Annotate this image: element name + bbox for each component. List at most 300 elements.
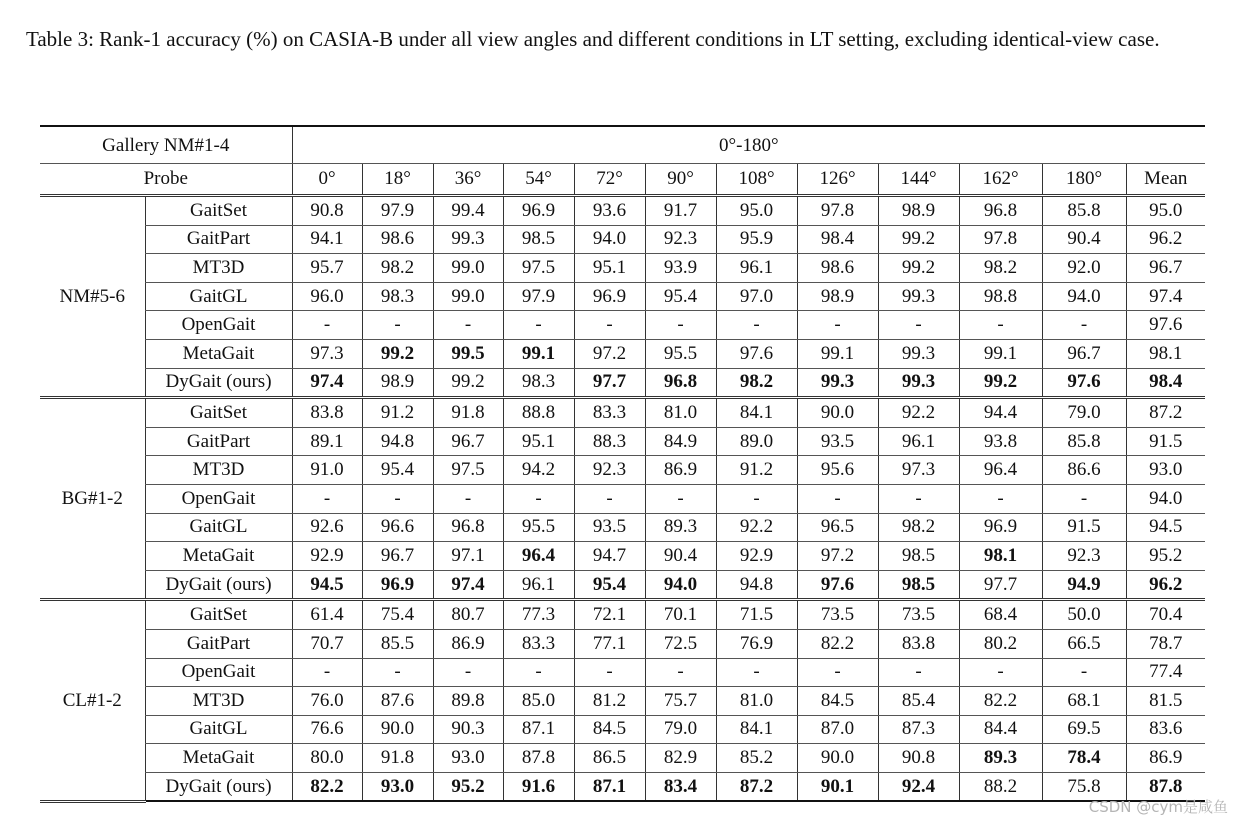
accuracy-cell: 97.5	[503, 254, 574, 283]
accuracy-cell: 97.2	[574, 339, 645, 368]
accuracy-cell: 68.1	[1042, 687, 1126, 716]
accuracy-cell: 92.9	[716, 542, 797, 571]
accuracy-cell: 80.0	[292, 744, 362, 773]
table-body	[40, 196, 1205, 802]
accuracy-cell: 90.0	[797, 744, 878, 773]
accuracy-cell: 90.1	[797, 772, 878, 801]
accuracy-cell: 77.3	[503, 600, 574, 630]
accuracy-cell: -	[645, 484, 716, 513]
accuracy-cell: 96.7	[1126, 254, 1205, 283]
accuracy-cell: 94.5	[1126, 513, 1205, 542]
accuracy-cell: 81.5	[1126, 687, 1205, 716]
method-name: OpenGait	[145, 484, 292, 513]
accuracy-cell: 96.7	[362, 542, 433, 571]
column-header: 54°	[503, 164, 574, 196]
column-header: 0°	[292, 164, 362, 196]
accuracy-cell: 84.1	[716, 398, 797, 428]
accuracy-cell: 94.8	[362, 427, 433, 456]
accuracy-cell: -	[503, 311, 574, 340]
accuracy-cell: -	[797, 658, 878, 687]
accuracy-cell: 98.4	[797, 225, 878, 254]
accuracy-cell: 89.3	[959, 744, 1042, 773]
accuracy-cell: 98.9	[362, 368, 433, 398]
accuracy-cell: 99.1	[797, 339, 878, 368]
accuracy-cell: 89.3	[645, 513, 716, 542]
accuracy-cell: 96.0	[292, 282, 362, 311]
table-row	[40, 282, 1205, 311]
accuracy-cell: 91.2	[362, 398, 433, 428]
accuracy-cell: 94.8	[716, 570, 797, 600]
accuracy-cell: 96.8	[433, 513, 503, 542]
table-row	[40, 629, 1205, 658]
accuracy-cell: 75.7	[645, 687, 716, 716]
accuracy-cell: 92.3	[645, 225, 716, 254]
accuracy-cell: 96.9	[959, 513, 1042, 542]
accuracy-cell: 96.1	[716, 254, 797, 283]
accuracy-cell: 97.4	[1126, 282, 1205, 311]
accuracy-cell: 92.3	[574, 456, 645, 485]
accuracy-cell: 91.5	[1126, 427, 1205, 456]
accuracy-cell: 98.2	[959, 254, 1042, 283]
accuracy-cell: 99.2	[433, 368, 503, 398]
table-row	[40, 427, 1205, 456]
accuracy-cell: 96.9	[362, 570, 433, 600]
accuracy-cell: 85.4	[878, 687, 959, 716]
accuracy-cell: -	[716, 484, 797, 513]
accuracy-cell: 98.1	[959, 542, 1042, 571]
accuracy-cell: 76.6	[292, 715, 362, 744]
method-name: OpenGait	[145, 658, 292, 687]
accuracy-cell: 85.0	[503, 687, 574, 716]
method-name: GaitPart	[145, 225, 292, 254]
accuracy-cell: 97.9	[503, 282, 574, 311]
accuracy-cell: 94.0	[574, 225, 645, 254]
accuracy-cell: 92.6	[292, 513, 362, 542]
accuracy-cell: 73.5	[797, 600, 878, 630]
table-row	[40, 398, 1205, 428]
accuracy-cell: 91.2	[716, 456, 797, 485]
accuracy-cell: 96.9	[503, 196, 574, 226]
accuracy-cell: -	[1042, 311, 1126, 340]
accuracy-cell: 97.4	[433, 570, 503, 600]
accuracy-cell: 87.2	[1126, 398, 1205, 428]
accuracy-cell: 99.0	[433, 282, 503, 311]
accuracy-cell: 96.4	[959, 456, 1042, 485]
accuracy-cell: 76.0	[292, 687, 362, 716]
table-row	[40, 513, 1205, 542]
accuracy-cell: 70.4	[1126, 600, 1205, 630]
accuracy-cell: 99.0	[433, 254, 503, 283]
accuracy-cell: 97.6	[797, 570, 878, 600]
method-name: GaitGL	[145, 282, 292, 311]
accuracy-cell: 50.0	[1042, 600, 1126, 630]
accuracy-cell: 96.1	[503, 570, 574, 600]
accuracy-cell: 97.7	[574, 368, 645, 398]
table-row	[40, 687, 1205, 716]
accuracy-cell: 97.9	[362, 196, 433, 226]
accuracy-cell: -	[797, 311, 878, 340]
accuracy-cell: 92.9	[292, 542, 362, 571]
accuracy-cell: 91.5	[1042, 513, 1126, 542]
accuracy-cell: 76.9	[716, 629, 797, 658]
accuracy-cell: 97.7	[959, 570, 1042, 600]
accuracy-cell: 99.2	[878, 225, 959, 254]
accuracy-cell: 78.7	[1126, 629, 1205, 658]
accuracy-cell: 75.8	[1042, 772, 1126, 801]
accuracy-cell: 81.0	[645, 398, 716, 428]
accuracy-cell: 66.5	[1042, 629, 1126, 658]
accuracy-cell: 71.5	[716, 600, 797, 630]
accuracy-cell: 61.4	[292, 600, 362, 630]
accuracy-cell: 72.5	[645, 629, 716, 658]
method-name: OpenGait	[145, 311, 292, 340]
accuracy-cell: 86.9	[645, 456, 716, 485]
accuracy-cell: 82.2	[292, 772, 362, 801]
header-row-probe	[40, 164, 1205, 196]
accuracy-cell: 95.9	[716, 225, 797, 254]
accuracy-cell: -	[1042, 484, 1126, 513]
table-row	[40, 772, 1205, 801]
method-name: MetaGait	[145, 339, 292, 368]
accuracy-cell: 98.2	[716, 368, 797, 398]
table-row	[40, 600, 1205, 630]
method-name: MT3D	[145, 687, 292, 716]
accuracy-cell: 97.5	[433, 456, 503, 485]
accuracy-cell: 84.4	[959, 715, 1042, 744]
condition-label: CL#1-2	[40, 600, 145, 802]
results-table	[40, 125, 1205, 803]
method-name: MetaGait	[145, 542, 292, 571]
accuracy-cell: -	[878, 658, 959, 687]
accuracy-cell: 87.1	[503, 715, 574, 744]
accuracy-cell: 98.5	[503, 225, 574, 254]
accuracy-cell: 95.4	[362, 456, 433, 485]
accuracy-cell: 87.0	[797, 715, 878, 744]
table-row	[40, 484, 1205, 513]
accuracy-cell: 99.3	[878, 282, 959, 311]
accuracy-cell: 84.5	[797, 687, 878, 716]
accuracy-cell: 70.7	[292, 629, 362, 658]
accuracy-cell: -	[433, 311, 503, 340]
accuracy-cell: 73.5	[878, 600, 959, 630]
accuracy-cell: 93.0	[362, 772, 433, 801]
accuracy-cell: 95.0	[1126, 196, 1205, 226]
column-header: 144°	[878, 164, 959, 196]
accuracy-cell: -	[292, 484, 362, 513]
accuracy-cell: 98.6	[797, 254, 878, 283]
accuracy-cell: 98.1	[1126, 339, 1205, 368]
accuracy-cell: 90.8	[292, 196, 362, 226]
accuracy-cell: 95.5	[645, 339, 716, 368]
table-row	[40, 225, 1205, 254]
accuracy-cell: 90.0	[362, 715, 433, 744]
accuracy-cell: 96.8	[959, 196, 1042, 226]
accuracy-cell: 82.9	[645, 744, 716, 773]
accuracy-cell: 96.1	[878, 427, 959, 456]
accuracy-cell: 99.2	[362, 339, 433, 368]
accuracy-cell: -	[433, 658, 503, 687]
accuracy-cell: 97.6	[1042, 368, 1126, 398]
table-row	[40, 339, 1205, 368]
accuracy-cell: 90.8	[878, 744, 959, 773]
method-name: GaitSet	[145, 600, 292, 630]
watermark: CSDN @cym是咸鱼	[1088, 798, 1228, 816]
accuracy-cell: 89.8	[433, 687, 503, 716]
accuracy-cell: 99.3	[797, 368, 878, 398]
accuracy-cell: 97.0	[716, 282, 797, 311]
accuracy-cell: 93.9	[645, 254, 716, 283]
accuracy-cell: 84.5	[574, 715, 645, 744]
accuracy-cell: 98.9	[878, 196, 959, 226]
accuracy-cell: -	[503, 658, 574, 687]
accuracy-cell: 79.0	[645, 715, 716, 744]
accuracy-cell: -	[1042, 658, 1126, 687]
accuracy-cell: 91.7	[645, 196, 716, 226]
table-row	[40, 715, 1205, 744]
accuracy-cell: 99.5	[433, 339, 503, 368]
accuracy-cell: 94.0	[645, 570, 716, 600]
accuracy-cell: 69.5	[1042, 715, 1126, 744]
accuracy-cell: 95.1	[503, 427, 574, 456]
accuracy-cell: 96.4	[503, 542, 574, 571]
accuracy-cell: 95.1	[574, 254, 645, 283]
accuracy-cell: 83.4	[645, 772, 716, 801]
accuracy-cell: 97.3	[878, 456, 959, 485]
accuracy-cell: 87.8	[503, 744, 574, 773]
column-header: 90°	[645, 164, 716, 196]
accuracy-cell: 97.1	[433, 542, 503, 571]
angle-range-header: 0°-180°	[292, 126, 1205, 164]
accuracy-cell: 98.8	[959, 282, 1042, 311]
accuracy-cell: 82.2	[797, 629, 878, 658]
accuracy-cell: 88.3	[574, 427, 645, 456]
accuracy-cell: 87.6	[362, 687, 433, 716]
accuracy-cell: 92.2	[878, 398, 959, 428]
accuracy-cell: 92.2	[716, 513, 797, 542]
accuracy-cell: 95.7	[292, 254, 362, 283]
column-header: 162°	[959, 164, 1042, 196]
accuracy-cell: 98.2	[362, 254, 433, 283]
accuracy-cell: -	[716, 311, 797, 340]
accuracy-cell: 96.2	[1126, 570, 1205, 600]
accuracy-cell: -	[878, 484, 959, 513]
accuracy-cell: -	[292, 658, 362, 687]
accuracy-cell: 72.1	[574, 600, 645, 630]
accuracy-cell: -	[362, 484, 433, 513]
accuracy-cell: 99.1	[959, 339, 1042, 368]
accuracy-cell: 98.9	[797, 282, 878, 311]
accuracy-cell: 80.2	[959, 629, 1042, 658]
accuracy-cell: 96.5	[797, 513, 878, 542]
accuracy-cell: 88.8	[503, 398, 574, 428]
accuracy-cell: 87.8	[1126, 772, 1205, 801]
table-row	[40, 254, 1205, 283]
accuracy-cell: -	[959, 484, 1042, 513]
accuracy-cell: 84.9	[645, 427, 716, 456]
accuracy-cell: 83.8	[292, 398, 362, 428]
accuracy-cell: 93.0	[433, 744, 503, 773]
accuracy-cell: 95.2	[1126, 542, 1205, 571]
accuracy-cell: 97.6	[716, 339, 797, 368]
accuracy-cell: 94.7	[574, 542, 645, 571]
table-row	[40, 456, 1205, 485]
accuracy-cell: 98.3	[503, 368, 574, 398]
column-header: Mean	[1126, 164, 1205, 196]
accuracy-cell: 85.5	[362, 629, 433, 658]
accuracy-cell: 92.4	[878, 772, 959, 801]
accuracy-cell: 96.8	[645, 368, 716, 398]
accuracy-cell: 98.5	[878, 570, 959, 600]
accuracy-cell: -	[362, 311, 433, 340]
accuracy-cell: 85.2	[716, 744, 797, 773]
accuracy-cell: 91.6	[503, 772, 574, 801]
header-row-gallery	[40, 126, 1205, 164]
accuracy-cell: 95.4	[645, 282, 716, 311]
accuracy-cell: 97.8	[959, 225, 1042, 254]
accuracy-cell: -	[433, 484, 503, 513]
accuracy-cell: 95.2	[433, 772, 503, 801]
table-row	[40, 368, 1205, 398]
accuracy-cell: 87.1	[574, 772, 645, 801]
accuracy-cell: 99.3	[878, 339, 959, 368]
accuracy-cell: 95.4	[574, 570, 645, 600]
accuracy-cell: 99.3	[433, 225, 503, 254]
accuracy-cell: 94.1	[292, 225, 362, 254]
method-name: MT3D	[145, 254, 292, 283]
column-header: 18°	[362, 164, 433, 196]
accuracy-cell: 91.8	[433, 398, 503, 428]
accuracy-cell: 86.5	[574, 744, 645, 773]
accuracy-cell: -	[574, 658, 645, 687]
accuracy-cell: -	[645, 311, 716, 340]
accuracy-cell: 85.8	[1042, 196, 1126, 226]
table-row	[40, 542, 1205, 571]
accuracy-cell: 92.3	[1042, 542, 1126, 571]
method-name: GaitGL	[145, 715, 292, 744]
accuracy-cell: 96.7	[433, 427, 503, 456]
accuracy-cell: 94.0	[1042, 282, 1126, 311]
table-row	[40, 658, 1205, 687]
accuracy-cell: -	[574, 311, 645, 340]
accuracy-cell: 95.6	[797, 456, 878, 485]
accuracy-cell: 94.2	[503, 456, 574, 485]
accuracy-cell: 82.2	[959, 687, 1042, 716]
accuracy-cell: 91.8	[362, 744, 433, 773]
accuracy-cell: -	[292, 311, 362, 340]
accuracy-cell: 86.9	[1126, 744, 1205, 773]
accuracy-cell: 87.3	[878, 715, 959, 744]
accuracy-cell: 97.2	[797, 542, 878, 571]
accuracy-cell: 75.4	[362, 600, 433, 630]
accuracy-cell: 78.4	[1042, 744, 1126, 773]
method-name: GaitSet	[145, 196, 292, 226]
accuracy-cell: 97.4	[292, 368, 362, 398]
accuracy-cell: 90.4	[1042, 225, 1126, 254]
accuracy-cell: 95.0	[716, 196, 797, 226]
accuracy-cell: 99.1	[503, 339, 574, 368]
accuracy-cell: 98.3	[362, 282, 433, 311]
accuracy-cell: 83.3	[503, 629, 574, 658]
method-name: MetaGait	[145, 744, 292, 773]
accuracy-cell: 79.0	[1042, 398, 1126, 428]
accuracy-cell: 83.8	[878, 629, 959, 658]
accuracy-cell: 98.5	[878, 542, 959, 571]
accuracy-cell: 94.9	[1042, 570, 1126, 600]
accuracy-cell: 68.4	[959, 600, 1042, 630]
accuracy-cell: -	[959, 311, 1042, 340]
accuracy-cell: 91.0	[292, 456, 362, 485]
accuracy-cell: 86.9	[433, 629, 503, 658]
accuracy-cell: 96.6	[362, 513, 433, 542]
accuracy-cell: 90.3	[433, 715, 503, 744]
accuracy-cell: 89.0	[716, 427, 797, 456]
accuracy-cell: 99.2	[878, 254, 959, 283]
accuracy-cell: 94.4	[959, 398, 1042, 428]
accuracy-cell: 92.0	[1042, 254, 1126, 283]
accuracy-cell: 93.6	[574, 196, 645, 226]
accuracy-cell: -	[362, 658, 433, 687]
accuracy-cell: 93.8	[959, 427, 1042, 456]
accuracy-cell: 88.2	[959, 772, 1042, 801]
accuracy-cell: 90.0	[797, 398, 878, 428]
accuracy-cell: 98.2	[878, 513, 959, 542]
accuracy-cell: 97.3	[292, 339, 362, 368]
accuracy-cell: 86.6	[1042, 456, 1126, 485]
accuracy-cell: -	[503, 484, 574, 513]
probe-header: Probe	[40, 164, 292, 196]
accuracy-cell: -	[645, 658, 716, 687]
accuracy-cell: 81.2	[574, 687, 645, 716]
condition-label: BG#1-2	[40, 398, 145, 600]
accuracy-cell: 89.1	[292, 427, 362, 456]
accuracy-cell: 93.0	[1126, 456, 1205, 485]
accuracy-cell: 99.4	[433, 196, 503, 226]
accuracy-cell: 95.5	[503, 513, 574, 542]
table-row	[40, 744, 1205, 773]
gallery-header: Gallery NM#1-4	[40, 126, 292, 164]
method-name: MT3D	[145, 456, 292, 485]
column-header: 126°	[797, 164, 878, 196]
accuracy-cell: 97.8	[797, 196, 878, 226]
method-name: GaitPart	[145, 427, 292, 456]
accuracy-cell: 90.4	[645, 542, 716, 571]
accuracy-cell: -	[797, 484, 878, 513]
table-row	[40, 311, 1205, 340]
accuracy-cell: -	[959, 658, 1042, 687]
accuracy-cell: 93.5	[797, 427, 878, 456]
accuracy-cell: 97.6	[1126, 311, 1205, 340]
method-name: DyGait (ours)	[145, 570, 292, 600]
method-name: DyGait (ours)	[145, 772, 292, 801]
method-name: GaitPart	[145, 629, 292, 658]
table-row	[40, 570, 1205, 600]
accuracy-cell: -	[574, 484, 645, 513]
method-name: GaitSet	[145, 398, 292, 428]
accuracy-cell: 80.7	[433, 600, 503, 630]
table-row	[40, 196, 1205, 226]
accuracy-cell: 93.5	[574, 513, 645, 542]
column-header: 180°	[1042, 164, 1126, 196]
accuracy-cell: 96.9	[574, 282, 645, 311]
accuracy-cell: 96.7	[1042, 339, 1126, 368]
column-header: 36°	[433, 164, 503, 196]
accuracy-cell: 98.4	[1126, 368, 1205, 398]
accuracy-cell: 98.6	[362, 225, 433, 254]
accuracy-cell: 87.2	[716, 772, 797, 801]
accuracy-cell: 99.3	[878, 368, 959, 398]
accuracy-cell: 84.1	[716, 715, 797, 744]
condition-label: NM#5-6	[40, 196, 145, 398]
